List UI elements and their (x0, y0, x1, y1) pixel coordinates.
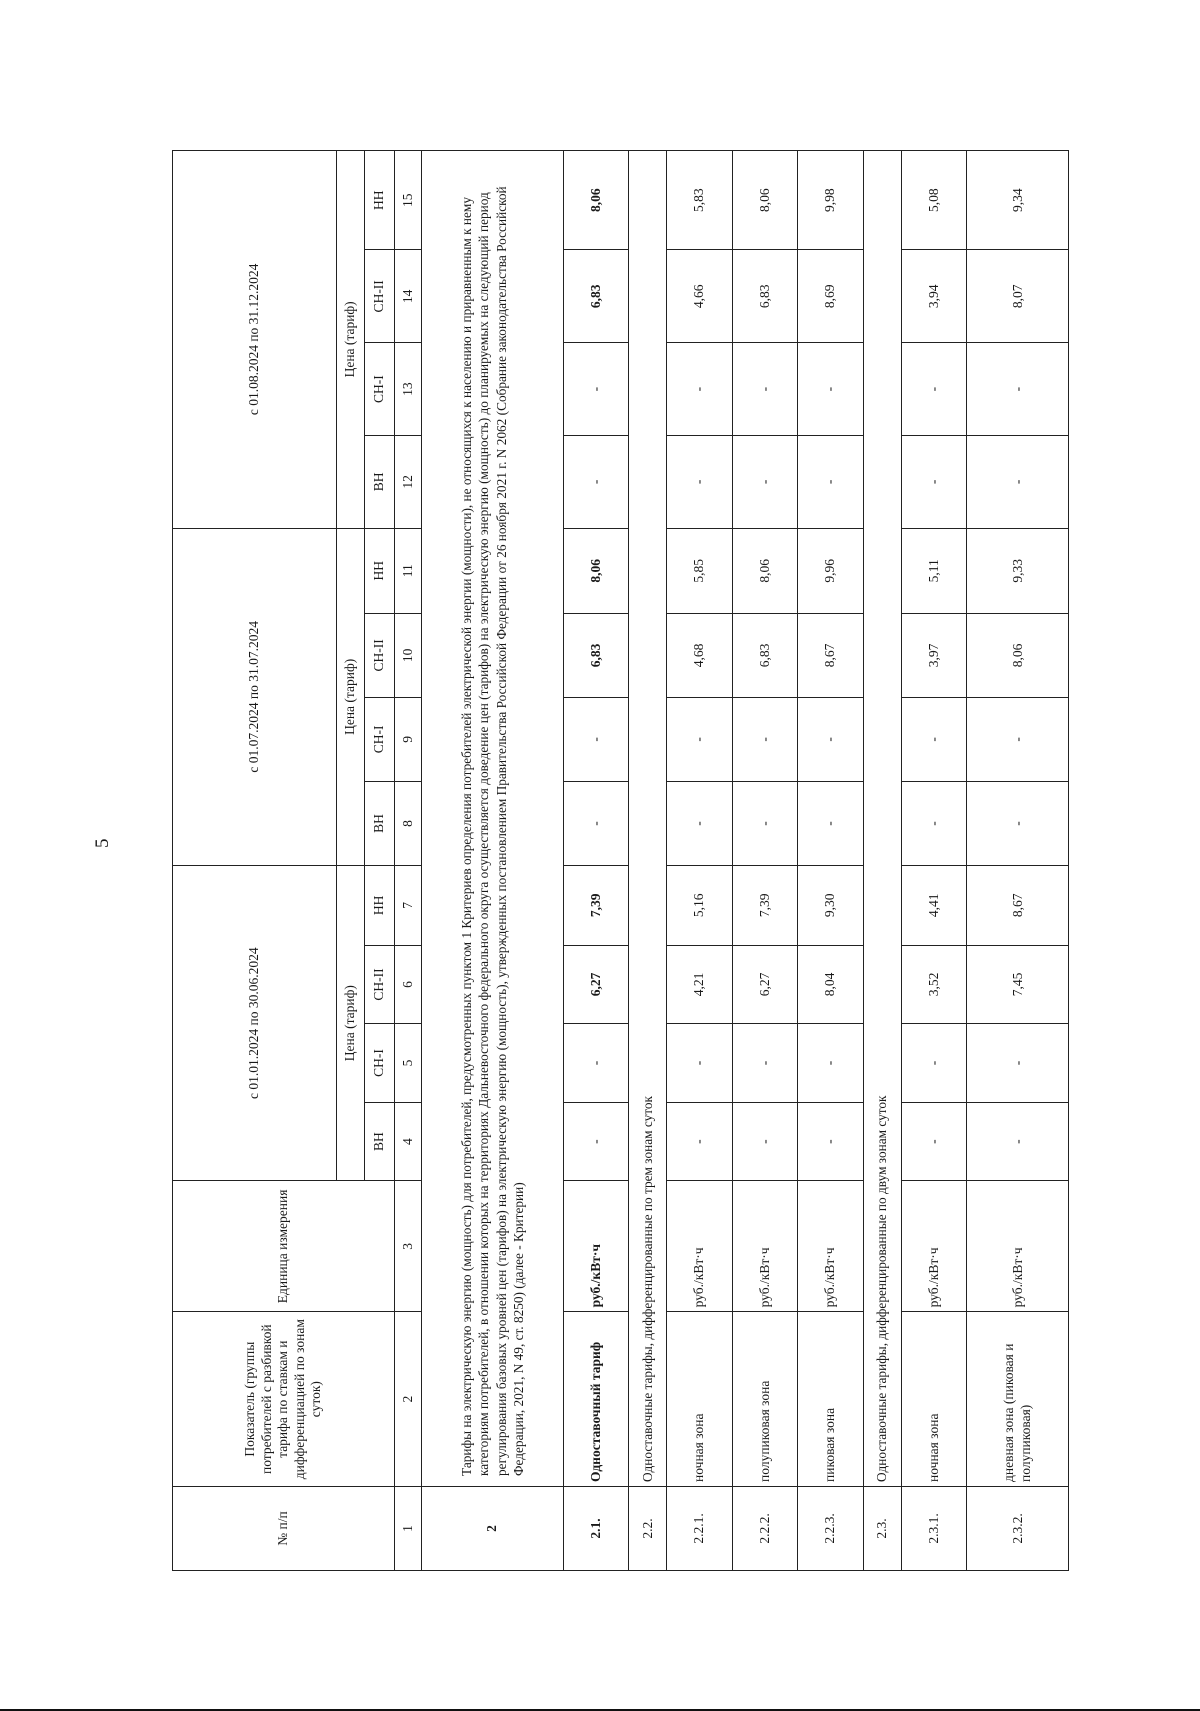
tariff-value: - (901, 1102, 967, 1181)
header-voltage-level: ВН (365, 435, 395, 528)
tariff-value: - (798, 1024, 864, 1103)
tariff-value: 8,06 (732, 151, 798, 250)
header-period-3: с 01.08.2024 по 31.12.2024 (173, 151, 337, 529)
row-num: 2.2.2. (732, 1486, 798, 1570)
section-title: Одноставочные тарифы, дифференцированные по двум зонам суток (863, 151, 901, 1487)
header-column-number: 9 (394, 697, 421, 781)
tariff-value: - (798, 781, 864, 865)
tariff-value: 8,69 (798, 250, 864, 343)
tariff-value: 8,06 (563, 528, 629, 613)
tariff-value: 3,52 (901, 945, 967, 1024)
tariff-value: 8,06 (732, 528, 798, 613)
tariff-value: - (563, 343, 629, 436)
header-column-number: 13 (394, 343, 421, 436)
tariff-value: - (798, 435, 864, 528)
table-row (563, 151, 629, 1571)
row-name: ночная зона (667, 1312, 733, 1487)
tariff-value: 8,67 (798, 613, 864, 697)
header-column-number: 6 (394, 945, 421, 1024)
tariff-value: - (732, 1102, 798, 1181)
tariff-value: - (563, 697, 629, 781)
table-row (901, 151, 967, 1571)
section-2-description: Тарифы на электрическую энергию (мощность) для потребителей, предусмотренных пунктом 1 Критериев определения потребителей электрической энергии (мощности), не относящихся к населению и приравненным к нему категориям потребителей, в отношении которых на территориях Дальневосточного федерального округа осуществляется доведение цен (тарифов) на электрическую энергию (мощность) до планируемых на следующий период регулирования базовых уровней цен (тарифов) на электрическую энергию (мощность), утвержденных постановлением Правительства Российской Федерации от 26 ноября 2021 г. N 2062 (Собрание законодательства Российской Федерации, 2021, N 49, ст. 8250) (далее - Критерии) (422, 151, 564, 1487)
tariff-value: 6,83 (732, 613, 798, 697)
tariff-value: - (732, 697, 798, 781)
tariff-value: 4,68 (667, 613, 733, 697)
tariff-value: - (563, 1102, 629, 1181)
tariff-value: - (901, 435, 967, 528)
section-2-num: 2 (422, 1486, 564, 1570)
tariff-value: - (967, 343, 1069, 436)
row-unit: руб./кВт·ч (967, 1181, 1069, 1312)
header-voltage-level: ВН (365, 781, 395, 865)
header-voltage-level: СН-II (365, 613, 395, 697)
header-num: № п/п (173, 1486, 395, 1570)
tariff-value: - (798, 697, 864, 781)
header-voltage-level: НН (365, 865, 395, 945)
tariff-value: 6,83 (732, 250, 798, 343)
tariff-value: 8,06 (563, 151, 629, 250)
header-price-label-1: Цена (тариф) (336, 865, 365, 1180)
table-row (798, 151, 864, 1571)
header-voltage-level: СН-II (365, 945, 395, 1024)
tariff-value: 5,08 (901, 151, 967, 250)
tariff-value: - (667, 435, 733, 528)
tariff-value: 4,41 (901, 865, 967, 945)
tariff-table (172, 150, 1069, 1571)
table-row (967, 151, 1069, 1571)
tariff-value: - (798, 343, 864, 436)
tariff-value: 5,85 (667, 528, 733, 613)
tariff-value: 9,30 (798, 865, 864, 945)
row-unit: руб./кВт·ч (563, 1181, 629, 1312)
header-unit: Единица измерения (173, 1181, 395, 1312)
tariff-value: - (901, 781, 967, 865)
header-voltage-level: ВН (365, 1102, 395, 1181)
table-row (667, 151, 733, 1571)
section-row (629, 151, 667, 1571)
header-column-number: 12 (394, 435, 421, 528)
tariff-value: 9,98 (798, 151, 864, 250)
header-voltage-level: СН-II (365, 250, 395, 343)
tariff-value: 4,21 (667, 945, 733, 1024)
tariff-value: - (901, 697, 967, 781)
header-column-number: 7 (394, 865, 421, 945)
header-column-number: 15 (394, 151, 421, 250)
tariff-value: 8,07 (967, 250, 1069, 343)
row-num: 2.3. (863, 1486, 901, 1570)
row-num: 2.2. (629, 1486, 667, 1570)
tariff-value: - (732, 343, 798, 436)
tariff-value: 6,27 (563, 945, 629, 1024)
tariff-table-rotated (172, 150, 1069, 1571)
header-period-2: с 01.07.2024 по 31.07.2024 (173, 528, 337, 865)
tariff-value: 5,83 (667, 151, 733, 250)
row-name: ночная зона (901, 1312, 967, 1487)
tariff-value: - (667, 1102, 733, 1181)
row-num: 2.2.1. (667, 1486, 733, 1570)
row-name: дневная зона (пиковая и полупиковая) (967, 1312, 1069, 1487)
tariff-value: 9,33 (967, 528, 1069, 613)
tariff-value: - (967, 1024, 1069, 1103)
tariff-value: - (563, 435, 629, 528)
header-column-number: 3 (394, 1181, 421, 1312)
header-voltage-level: НН (365, 528, 395, 613)
tariff-value: - (667, 1024, 733, 1103)
tariff-value: 3,94 (901, 250, 967, 343)
header-column-number: 14 (394, 250, 421, 343)
header-voltage-level: СН-I (365, 343, 395, 436)
tariff-value: 5,11 (901, 528, 967, 613)
row-name: полупиковая зона (732, 1312, 798, 1487)
tariff-value: - (798, 1102, 864, 1181)
header-column-number: 1 (394, 1486, 421, 1570)
row-num: 2.1. (563, 1486, 629, 1570)
tariff-value: 6,83 (563, 250, 629, 343)
tariff-value: 9,96 (798, 528, 864, 613)
tariff-value: 3,97 (901, 613, 967, 697)
row-num: 2.2.3. (798, 1486, 864, 1570)
tariff-value: 8,04 (798, 945, 864, 1024)
tariff-value: - (667, 343, 733, 436)
header-voltage-level: СН-I (365, 697, 395, 781)
row-unit: руб./кВт·ч (667, 1181, 733, 1312)
tariff-value: - (901, 1024, 967, 1103)
tariff-value: - (563, 781, 629, 865)
tariff-value: 5,16 (667, 865, 733, 945)
section-title: Одноставочные тарифы, дифференцированные по трем зонам суток (629, 151, 667, 1487)
header-voltage-level: СН-I (365, 1024, 395, 1103)
row-num: 2.3.2. (967, 1486, 1069, 1570)
tariff-value: 6,83 (563, 613, 629, 697)
tariff-value: 7,39 (563, 865, 629, 945)
table-row (732, 151, 798, 1571)
row-unit: руб./кВт·ч (901, 1181, 967, 1312)
row-num: 2.3.1. (901, 1486, 967, 1570)
header-column-number: 2 (394, 1312, 421, 1487)
header-price-label-3: Цена (тариф) (336, 151, 365, 529)
page-number: 5 (92, 838, 113, 848)
tariff-value: - (901, 343, 967, 436)
header-period-1: с 01.01.2024 по 30.06.2024 (173, 865, 337, 1180)
tariff-value: 8,67 (967, 865, 1069, 945)
tariff-value: 9,34 (967, 151, 1069, 250)
tariff-value: - (667, 781, 733, 865)
header-column-number: 5 (394, 1024, 421, 1103)
tariff-value: - (967, 435, 1069, 528)
tariff-value: - (967, 781, 1069, 865)
header-column-number: 8 (394, 781, 421, 865)
row-name: Одноставочный тариф (563, 1312, 629, 1487)
header-indicator: Показатель (группы потребителей с разбивкой тарифа по ставкам и дифференциацией по зонам суток) (173, 1312, 395, 1487)
tariff-value: 4,66 (667, 250, 733, 343)
tariff-value: - (967, 697, 1069, 781)
tariff-value: 7,45 (967, 945, 1069, 1024)
tariff-value: - (732, 435, 798, 528)
header-column-number: 4 (394, 1102, 421, 1181)
tariff-value: - (732, 781, 798, 865)
row-unit: руб./кВт·ч (732, 1181, 798, 1312)
header-column-number: 11 (394, 528, 421, 613)
header-price-label-2: Цена (тариф) (336, 528, 365, 865)
tariff-value: 7,39 (732, 865, 798, 945)
section-row (863, 151, 901, 1571)
tariff-value: 6,27 (732, 945, 798, 1024)
tariff-value: - (967, 1102, 1069, 1181)
tariff-value: - (563, 1024, 629, 1103)
header-voltage-level: НН (365, 151, 395, 250)
tariff-value: - (667, 697, 733, 781)
tariff-value: - (732, 1024, 798, 1103)
row-name: пиковая зона (798, 1312, 864, 1487)
header-column-number: 10 (394, 613, 421, 697)
tariff-value: 8,06 (967, 613, 1069, 697)
row-unit: руб./кВт·ч (798, 1181, 864, 1312)
